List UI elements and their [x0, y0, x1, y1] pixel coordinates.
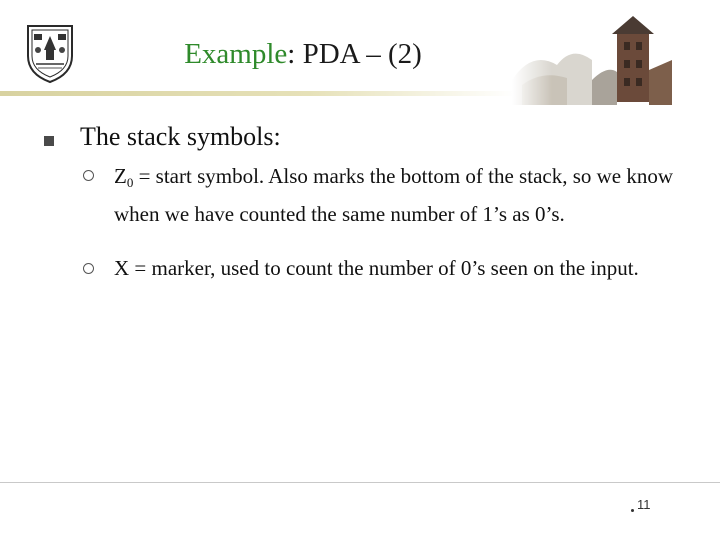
bullet-text-level1: The stack symbols:: [80, 122, 281, 151]
footer-divider: [0, 482, 720, 483]
title-accent: Example: [184, 38, 288, 70]
symbol-subscript: 0: [126, 175, 134, 190]
symbol-z: Z: [114, 164, 127, 188]
title-rest: : PDA – (2): [287, 38, 422, 70]
page-number: 11: [637, 497, 651, 512]
bullet-text-x: X = marker, used to count the number of 0’s seen on the input.: [114, 256, 639, 280]
header-divider: [0, 91, 515, 96]
campus-tower-image: [512, 10, 672, 105]
ring-bullet-icon: [83, 170, 94, 181]
square-bullet-icon: [44, 136, 54, 146]
z0-description: = start symbol. Also marks the bottom of the stack, so we know when we have counted the same number of 1’s as 0’s.: [114, 164, 674, 226]
bullet-text-z0: [114, 161, 674, 229]
ring-bullet-icon: [83, 263, 94, 274]
page-dot-icon: [631, 509, 634, 512]
